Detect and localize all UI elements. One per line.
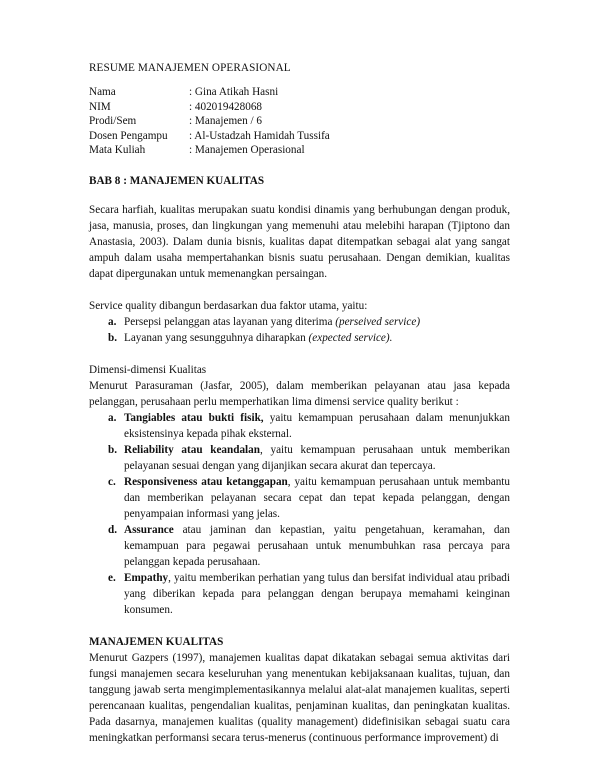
manajemen-kualitas-paragraph: Menurut Gazpers (1997), manajemen kualitas dapat dikatakan sebagai semua aktivitas dari fungsi manajemen secara keseluruhan yang menentukan kebijaksanaan kualitas, tujuan, dan tanggung jawab serta mengimplementasikannya melalui alat-alat manajemen kualitas, seperti perencanaan kualitas, pengendalian kualitas, penjaminan kualitas, dan peningkatan kualitas. Pada dasarnya, manajemen kualitas (quality management) didefinisikan sebagai suatu cara meningkatkan performansi secara terus-menerus (continuous performance improvement) di [89, 651, 510, 744]
dimension-term: Assurance [124, 523, 174, 536]
list-item-text: Persepsi pelanggan atas layanan yang diterima [124, 315, 336, 328]
dimension-text: yaitu kemampuan perusahaan dalam menunjukkan eksistensinya kepada pihak eksternal. [124, 411, 510, 440]
dimensions-list [89, 410, 510, 618]
dimension-text: , yaitu kemampuan perusahaan untuk memberikan pelayanan sesuai dengan yang dijanjikan secara akurat dan tepercaya. [124, 443, 510, 472]
service-quality-list [89, 314, 510, 346]
list-item [108, 522, 510, 570]
dimension-term: Tangiables atau bukti fisik, [124, 411, 264, 424]
dimensions-title: Dimensi-dimensi Kualitas [89, 363, 207, 376]
dimension-text: atau jaminan dan kepastian, yaitu pengetahuan, keramahan, dan kemampuan para pegawai perusahaan untuk menumbuhkan rasa percaya para pelanggan kepada perusahaan. [124, 523, 510, 568]
identity-label-name: Nama [89, 86, 116, 98]
identity-label-nim: NIM [89, 100, 111, 113]
list-item [108, 474, 510, 522]
list-item-italic: (perseived service) [335, 315, 421, 328]
list-marker: e. [108, 571, 116, 584]
intro-paragraph: Secara harfiah, kualitas merupakan suatu kondisi dinamis yang berhubungan dengan produk, jasa, manusia, proses, dan lingkungan yang memenuhi atau melebihi harapan (Tjiptono dan Anastasia, 2003). Dalam dunia bisnis, kualitas dapat ditempatkan sebagai alat yang sangat ampuh dalam usaha mempertahankan bisnis suatu perusahaan. Dengan demikian, kualitas dapat dipergunakan untuk memenangkan persaingan. [89, 203, 510, 280]
list-item [108, 314, 510, 330]
list-item [108, 410, 510, 442]
identity-label-dosen: Dosen Pengampu [89, 129, 168, 142]
list-item-italic: (expected service). [308, 331, 393, 344]
list-marker: a. [108, 411, 117, 424]
list-marker: a. [108, 315, 117, 328]
identity-value-matkul: : Manajemen Operasional [189, 144, 305, 157]
dimension-term: Empathy [124, 571, 169, 584]
identity-label-matkul: Mata Kuliah [89, 144, 146, 157]
chapter-heading: BAB 8 : MANAJEMEN KUALITAS [89, 174, 265, 187]
identity-value-name: : Gina Atikah Hasni [189, 86, 279, 98]
dimension-term: Reliability atau keandalan [124, 443, 260, 456]
list-marker: c. [108, 475, 116, 488]
list-marker: b. [108, 331, 118, 344]
identity-block [89, 85, 510, 158]
dimension-text: , yaitu kemampuan perusahaan untuk membantu dan memberikan pelayanan secara cepat dan tepat kepada pelanggan, dengan penyampaian informasi yang jelas. [124, 475, 510, 520]
list-marker: b. [108, 443, 118, 456]
identity-value-prodi: : Manajemen / 6 [189, 115, 263, 128]
list-item-text: Layanan yang sesungguhnya diharapkan [124, 331, 309, 344]
document-page [89, 60, 510, 746]
list-item [108, 570, 510, 618]
dimension-term: Responsiveness atau ketanggapan [124, 475, 288, 488]
identity-label-prodi: Prodi/Sem [89, 115, 137, 128]
list-item [108, 330, 510, 346]
identity-value-dosen: : Al-Ustadzah Hamidah Tussifa [189, 129, 330, 142]
dimensions-intro: Menurut Parasuraman (Jasfar, 2005), dalam memberikan pelayanan atau jasa kepada pelanggan, perusahaan perlu memperhatikan lima dimensi service quality berikut : [89, 379, 510, 408]
list-item [108, 442, 510, 474]
list-marker: d. [108, 523, 118, 536]
service-quality-intro: Service quality dibangun berdasarkan dua faktor utama, yaitu: [89, 299, 368, 312]
document-title: RESUME MANAJEMEN OPERASIONAL [89, 62, 291, 74]
identity-value-nim: : 402019428068 [189, 100, 263, 113]
section-heading-manajemen-kualitas: MANAJEMEN KUALITAS [89, 635, 224, 648]
dimension-text: , yaitu memberikan perhatian yang tulus dan bersifat individual atau pribadi yang diberikan kepada para pelanggan dengan berupaya memahami keinginan konsumen. [124, 571, 510, 616]
